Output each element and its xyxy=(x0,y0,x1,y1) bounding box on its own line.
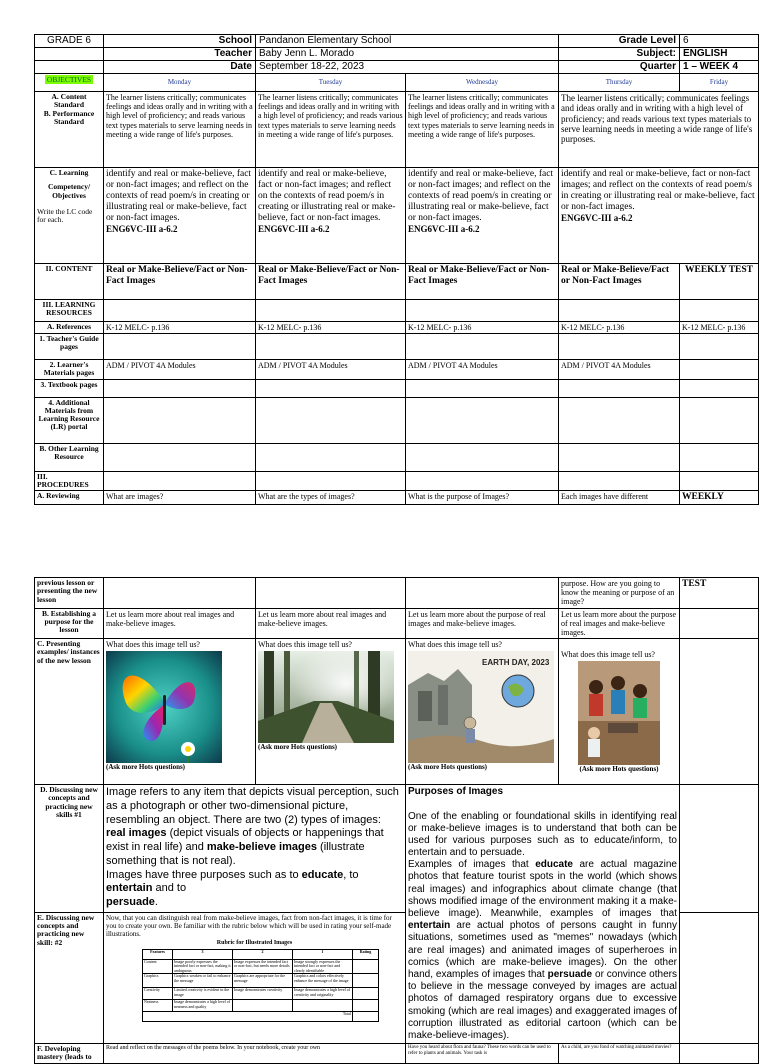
empty-cell xyxy=(104,300,256,322)
empty-cell xyxy=(104,443,256,471)
date-value: September 18-22, 2023 xyxy=(256,61,559,74)
day-friday: Friday xyxy=(680,74,759,92)
rubric-cell: Image demonstrates a high level of creativity and originality xyxy=(293,988,353,1000)
rubric-head: 3 xyxy=(173,949,233,959)
empty-cell xyxy=(256,397,406,443)
rubric-total: Total xyxy=(143,1012,353,1022)
rubric-cell xyxy=(293,1000,353,1012)
content-mon: Real or Make-Believe/Fact or Non-Fact Images xyxy=(104,264,256,300)
lc-code: ENG6VC-III a-6.2 xyxy=(106,223,178,234)
empty-cell xyxy=(680,639,759,785)
content-wed: Real or Make-Believe/Fact or Non-Fact Images xyxy=(406,264,559,300)
presenting-question: What does this image tell us? xyxy=(258,640,352,650)
discussing2-label: E. Discussing new concepts and practicing new skill: #2 xyxy=(35,912,104,1043)
school-label: School xyxy=(104,35,256,48)
competency-label xyxy=(35,168,104,264)
rubric-head: Features xyxy=(143,949,173,959)
butterfly-image xyxy=(106,651,222,763)
references-wed: K-12 MELC- p.136 xyxy=(406,322,559,334)
hots-note: (Ask more Hots questions) xyxy=(106,763,186,772)
presenting-label: C. Presenting examples/ instances of the new lesson xyxy=(35,639,104,785)
developing-wed: Have you heard about flora and fauna? These two words can be used to refer to plants and animals. Your task is xyxy=(406,1044,559,1064)
rubric-cell xyxy=(353,1012,379,1022)
competency-mon: identify and real or make-believe, fact or non-fact images; and reflect on the contexts of read poem/s in creating or illustrating real or make-believe, fact or non-fact images. ENG6VC-III a-6.2 xyxy=(104,168,256,264)
grade-level-label: Grade Level xyxy=(559,35,680,48)
objectives-cell xyxy=(35,74,104,92)
presenting-question: What does this image tell us? xyxy=(106,640,200,650)
empty-cell xyxy=(256,471,406,491)
reviewing-mon: What are images? xyxy=(104,491,256,505)
empty-cell xyxy=(406,334,559,360)
additional-materials-label: 4. Additional Materials from Learning Resource (LR) portal xyxy=(35,397,104,443)
rubric-cell xyxy=(353,959,379,973)
forest-path-image xyxy=(258,651,394,743)
purposes-of-images: Purposes of Images One of the enabling or foundational skills in identifying real or make-believe images is to understand that both can be used for various purposes such as to educate/inform, to entertain and to persuade. Examples of images that educate are actual magazine photos that feature tourist spots in the world (which shows real images) and infographics about climate change (that shows modified image of the environment making it a make-believe image). Meanwhile, examples of images that entertain are actual photos of persons caught in funny situations, sometimes used as "memes" nowadays (which are real images) and animated images of superheroes in comics (which are make-believe images). On the other hand, examples of images that persuade or convince others to believe in the message conveyed by images are actual photos of damaged respiratory organs due to excessive smoking (which are real images) and exaggerated images of corruption illustrated as editorial cartoon (which can be make-believe-images). xyxy=(406,785,680,1044)
rubric-cell xyxy=(353,988,379,1000)
rubric-cell: Image demonstrates a high level of neatness and quality xyxy=(173,1000,233,1012)
day-tuesday: Tuesday xyxy=(256,74,406,92)
rubric-cell: Graphics and colors effectively enhance the message of the image xyxy=(293,974,353,988)
lm-mon: ADM / PIVOT 4A Modules xyxy=(104,360,256,380)
developing-mon: Read and reflect on the messages of the poems below. In your notebook, create your own xyxy=(104,1044,406,1064)
empty-cell xyxy=(559,379,680,397)
presenting-tue xyxy=(256,639,406,785)
rubric-intro: Now, that you can distinguish real from make-believe images, fact from non-fact images, it is time for you to create your own. Be familiar with the rubric below which will be used in rating your self-made illustrations. xyxy=(106,913,392,939)
rubric-cell: Neatness xyxy=(143,1000,173,1012)
day-wednesday: Wednesday xyxy=(406,74,559,92)
empty-cell xyxy=(559,397,680,443)
lesson-plan-table-page-1 xyxy=(34,34,759,505)
competency-tue: identify and real or make-believe, fact or non-fact images; and reflect on the contexts of read poem/s in creating or illustrating real or make-believe, fact or non-fact images. ENG6VC-III a-6.2 xyxy=(256,168,406,264)
lm-thu: ADM / PIVOT 4A Modules xyxy=(559,360,680,380)
empty-cell xyxy=(256,578,406,609)
developing-thu: As a child, are you fond of watching animated movies? xyxy=(559,1044,680,1064)
establishing-thu: Let us learn more about the purpose of real images and make-believe images. xyxy=(559,608,680,639)
lm-tue: ADM / PIVOT 4A Modules xyxy=(256,360,406,380)
rubric-row xyxy=(143,974,379,988)
empty-cell xyxy=(680,379,759,397)
empty-cell xyxy=(559,300,680,322)
quarter-value: 1 – WEEK 4 xyxy=(680,61,759,74)
content-thu: Real or Make-Believe/Fact or Non-Fact Images xyxy=(559,264,680,300)
rubric-head: Rating xyxy=(353,949,379,959)
rubric-row xyxy=(143,959,379,973)
standard-wed: The learner listens critically; communicates feelings and ideas orally and in writing with a high level of proficiency; and reads various text types materials to serve learning needs in meeting a wide range of life's purposes. xyxy=(406,92,559,168)
reviewing-wed: What is the purpose of Images? xyxy=(406,491,559,505)
presenting-question: What does this image tell us? xyxy=(561,650,655,660)
rubric-cell: Creativity xyxy=(143,988,173,1000)
empty-cell xyxy=(406,397,559,443)
hots-note: (Ask more Hots questions) xyxy=(258,743,338,752)
cartoon-caption: EARTH DAY, 2023 xyxy=(482,658,550,668)
empty-cell xyxy=(104,334,256,360)
content-standard-label: A. Content Standard xyxy=(51,92,87,110)
day-monday: Monday xyxy=(104,74,256,92)
empty-cell xyxy=(256,379,406,397)
lm-wed: ADM / PIVOT 4A Modules xyxy=(406,360,559,380)
objectives-label: OBJECTIVES xyxy=(46,75,92,84)
standard-mon: The learner listens critically; communicates feelings and ideas orally and in writing with a high level of proficiency; and reads various text types materials to serve learning needs in meeting a wide range of life's purposes. xyxy=(104,92,256,168)
references-tue: K-12 MELC- p.136 xyxy=(256,322,406,334)
reviewing-label: A. Reviewing xyxy=(35,491,104,505)
teacher-label: Teacher xyxy=(104,48,256,61)
rubric-cell: Image poorly expresses the intended fact or non-fact, making it ambiguous xyxy=(174,959,231,973)
rubric-cell xyxy=(353,974,379,988)
rubric-cell xyxy=(233,1000,293,1012)
content-fri: WEEKLY TEST xyxy=(680,264,759,300)
rubric-cell: Image strongly expresses the intended fact or non-fact and clearly identifiable xyxy=(293,959,353,973)
lc-code: ENG6VC-III a-6.2 xyxy=(258,223,330,234)
hots-note: (Ask more Hots questions) xyxy=(408,763,488,772)
school-name: Pandanon Elementary School xyxy=(256,35,559,48)
reviewing-fri: WEEKLY xyxy=(680,491,759,505)
quarter-label: Quarter xyxy=(559,61,680,74)
lc-code: ENG6VC-III a-6.2 xyxy=(408,223,480,234)
earth-day-cartoon xyxy=(408,651,554,763)
rubric-cell: Content xyxy=(143,959,173,973)
empty-cell xyxy=(680,443,759,471)
rubric-cell: Limited creativity is evident in the image xyxy=(173,988,233,1000)
establishing-label: B. Establishing a purpose for the lesson xyxy=(35,608,104,639)
purposes-title: Purposes of Images xyxy=(408,786,504,798)
references-thu: K-12 MELC- p.136 xyxy=(559,322,680,334)
empty-cell xyxy=(406,443,559,471)
competency-thu: identify and real or make-believe, fact or non-fact images; and reflect on the contexts of read poem/s in creating or illustrating real or make-believe, fact or non-fact images. ENG6VC-III a-6.2 xyxy=(559,168,759,264)
rubric-cell xyxy=(353,1000,379,1012)
discussing1-text: Image refers to any item that depicts visual perception, such as a photograph or other two-dimensional picture, resembling an object. There are two (2) types of images: real images (depict visuals of objects or happenings that exist in real life) and make-believe images (illustrate something that is not real). Images have three purposes such as to educate, to entertain and to persuade. xyxy=(104,785,406,913)
procedures-label: III. PROCEDURES xyxy=(35,471,104,491)
rubric-cell: Image expresses the intended fact or non-fact, but needs more details xyxy=(233,959,293,973)
textbook-label: 3. Textbook pages xyxy=(35,379,104,397)
rubric-table xyxy=(142,949,379,1022)
empty-cell xyxy=(256,334,406,360)
empty-cell xyxy=(256,443,406,471)
establishing-mon: Let us learn more about real images and make-believe images. xyxy=(104,608,256,639)
standard-tue: The learner listens critically; communicates feelings and ideas orally and in writing with a high level of proficiency; and reads various text types materials to serve learning needs in meeting a wide range of life's purposes. xyxy=(256,92,406,168)
empty-cell xyxy=(406,471,559,491)
grade-level-value: 6 xyxy=(680,35,759,48)
empty-cell xyxy=(680,334,759,360)
empty-cell xyxy=(559,471,680,491)
empty-cell xyxy=(104,578,256,609)
lc-code: ENG6VC-III a-6.2 xyxy=(561,212,633,223)
rubric-head: 1 xyxy=(293,949,353,959)
write-lc-label: Write the LC code for each. xyxy=(37,206,93,224)
references-label: A. References xyxy=(35,322,104,334)
standard-thu: The learner listens critically; communicates feelings and ideas orally and in writing with a high level of proficiency; and reads various text types materials to serve learning needs in meeting a wide range of life's purposes. xyxy=(559,92,759,168)
reviewing-tue: What are the types of images? xyxy=(256,491,406,505)
teachers-guide-label: 1. Teacher's Guide pages xyxy=(35,334,104,360)
empty-cell xyxy=(256,300,406,322)
content-tue: Real or Make-Believe/Fact or Non-Fact Images xyxy=(256,264,406,300)
rubric-cell: Graphics weaken or fail to enhance the message xyxy=(173,974,233,988)
rubric-row xyxy=(143,988,379,1000)
content-label: II. CONTENT xyxy=(35,264,104,300)
empty-cell xyxy=(559,443,680,471)
grade-cell: GRADE 6 xyxy=(35,35,104,48)
presenting-thu xyxy=(559,639,680,785)
learning-resources-label: III. LEARNING RESOURCES xyxy=(35,300,104,322)
discussing1-label: D. Discussing new concepts and practicing new skills #1 xyxy=(35,785,104,913)
rubric-title: Rubric for Illustrated Images xyxy=(216,940,293,947)
previous-lesson-label: previous lesson or presenting the new lesson xyxy=(35,578,104,609)
blank-cell xyxy=(35,48,104,61)
other-resource-label: B. Other Learning Resource xyxy=(35,443,104,471)
competency-objectives-label: Competency/ Objectives xyxy=(47,182,91,200)
empty-cell xyxy=(406,379,559,397)
empty-cell xyxy=(104,379,256,397)
learners-materials-label: 2. Learner's Materials pages xyxy=(35,360,104,380)
rubric-cell: Graphics xyxy=(143,974,173,988)
presenting-mon xyxy=(104,639,256,785)
references-fri: K-12 MELC- p.136 xyxy=(680,322,759,334)
empty-cell xyxy=(680,360,759,380)
empty-cell xyxy=(406,300,559,322)
empty-cell xyxy=(406,578,559,609)
rubric-head: 2 xyxy=(233,949,293,959)
subject-label: Subject: xyxy=(559,48,680,61)
empty-cell xyxy=(104,397,256,443)
subject-value: ENGLISH xyxy=(680,48,759,61)
empty-cell xyxy=(104,471,256,491)
reviewing-thu-cont: purpose. How are you going to know the meaning or purpose of an image? xyxy=(559,578,680,609)
day-thursday: Thursday xyxy=(559,74,680,92)
empty-cell xyxy=(680,397,759,443)
references-mon: K-12 MELC- p.136 xyxy=(104,322,256,334)
reviewing-fri-cont: TEST xyxy=(680,578,759,609)
empty-cell xyxy=(680,608,759,639)
learning-label: C. Learning xyxy=(49,168,89,177)
hots-note: (Ask more Hots questions) xyxy=(579,765,659,774)
empty-cell xyxy=(680,785,759,913)
lesson-plan-table-page-2 xyxy=(34,577,759,1064)
reviewing-thu: Each images have different xyxy=(559,491,680,505)
developing-label: F. Developing mastery (leads to xyxy=(35,1044,104,1064)
empty-cell xyxy=(680,471,759,491)
performance-standard-label: B. Performance Standard xyxy=(43,108,95,126)
empty-cell xyxy=(559,334,680,360)
children-photo xyxy=(578,661,660,765)
establishing-tue: Let us learn more about real images and make-believe images. xyxy=(256,608,406,639)
rubric-cell: Graphics are appropriate for the message xyxy=(233,974,293,988)
rubric-cell: Image demonstrates creativity xyxy=(233,988,293,1000)
blank-cell xyxy=(35,61,104,74)
rubric-row xyxy=(143,1000,379,1012)
date-label: Date xyxy=(104,61,256,74)
empty-cell xyxy=(680,1044,759,1064)
presenting-question: What does this image tell us? xyxy=(408,640,502,650)
standards-label xyxy=(35,92,104,168)
teacher-name: Baby Jenn L. Morado xyxy=(256,48,559,61)
establishing-wed: Let us learn more about the purpose of real images and make-believe images. xyxy=(406,608,559,639)
competency-wed: identify and real or make-believe, fact or non-fact images; and reflect on the contexts of read poem/s in creating or illustrating real or make-believe, fact or non-fact images. ENG6VC-III a-6.2 xyxy=(406,168,559,264)
empty-cell xyxy=(680,300,759,322)
presenting-wed xyxy=(406,639,559,785)
